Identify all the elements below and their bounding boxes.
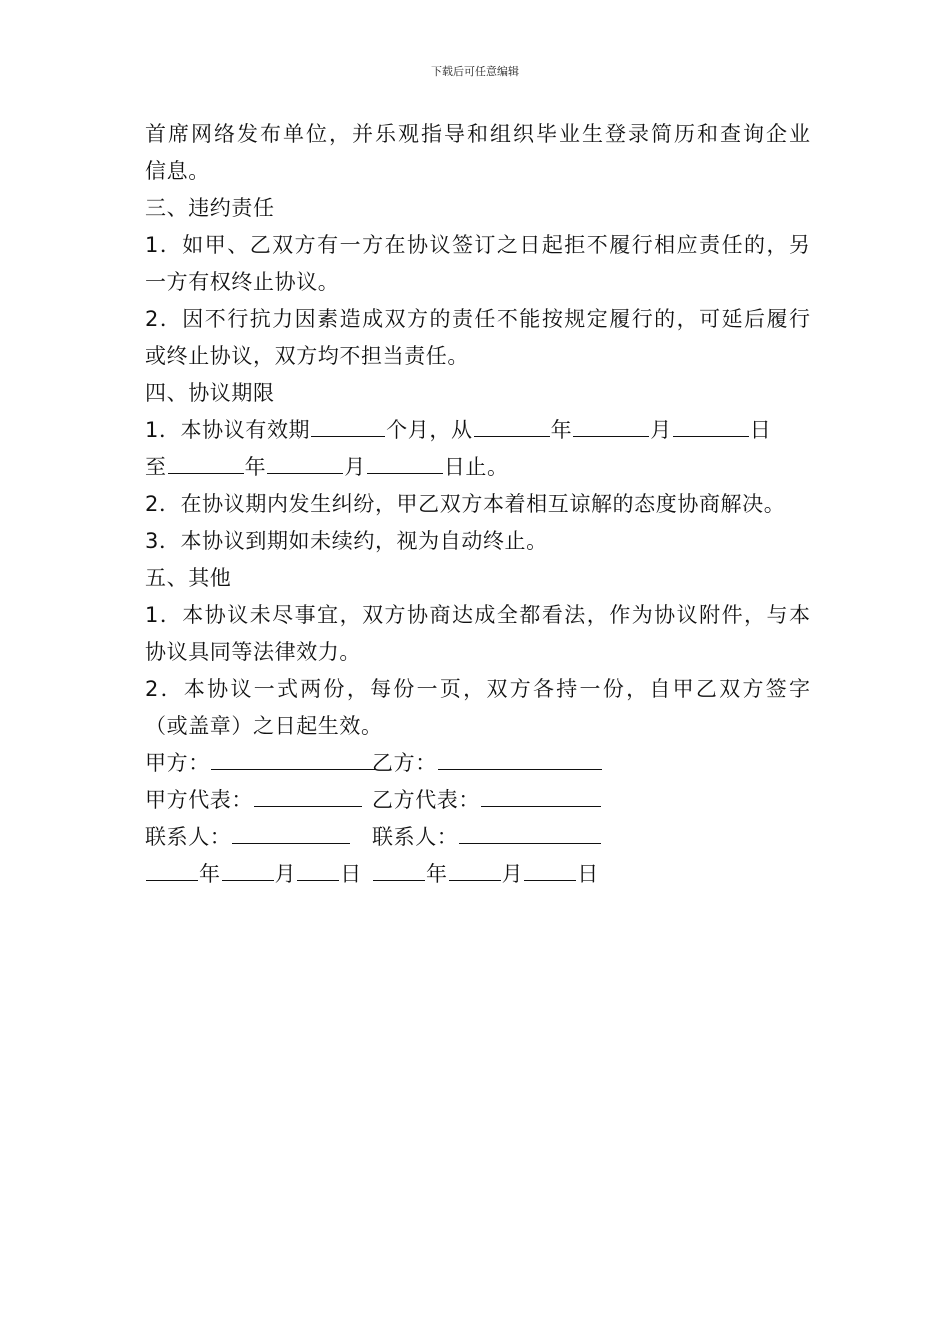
page-header: 下载后可任意编辑: [431, 65, 519, 78]
party-b-label: 乙方：: [372, 751, 437, 775]
start-month-blank[interactable]: [573, 414, 649, 437]
contact-a-label: 联系人：: [145, 825, 232, 849]
start-day-blank[interactable]: [673, 414, 749, 437]
contact-b-label: 联系人：: [372, 825, 459, 849]
term-text: 个月，从: [386, 418, 473, 442]
date-month-label: 月: [274, 862, 297, 886]
date-year-label: 年: [199, 862, 221, 886]
signature-date-b: [372, 856, 599, 893]
date-year-label: 年: [426, 862, 448, 886]
signature-row-date: [145, 856, 810, 893]
date-month-label: 月: [501, 862, 524, 886]
paragraph-line: 一方有权终止协议。: [145, 270, 340, 294]
date-day-label: 日: [577, 862, 599, 886]
signature-date-a: [145, 856, 372, 893]
term-text: 日: [749, 418, 772, 442]
party-a-blank[interactable]: [211, 747, 375, 770]
term-text: 年: [244, 455, 267, 479]
signature-party-b: [372, 745, 603, 782]
contact-b-blank[interactable]: [459, 821, 601, 844]
date-a-day-blank[interactable]: [297, 858, 339, 881]
paragraph-line: 3．本协议到期如未续约，视为自动终止。: [145, 529, 548, 553]
paragraph-line: 1．本协议未尽事宜，双方协商达成全都看法，作为协议附件，与本: [145, 603, 810, 627]
signature-row-party: [145, 745, 810, 782]
date-day-label: 日: [340, 862, 362, 886]
rep-b-label: 乙方代表：: [372, 788, 480, 812]
term-text: 1．本协议有效期: [145, 418, 311, 442]
term-text: 年: [550, 418, 573, 442]
paragraph-line: 1．如甲、乙双方有一方在协议签订之日起拒不履行相应责任的，另: [145, 233, 810, 257]
signature-contact-a: [145, 819, 372, 856]
term-text: 月: [650, 418, 672, 442]
section-title-term: 四、协议期限: [145, 381, 275, 405]
date-a-month-blank[interactable]: [222, 858, 274, 881]
term-text: 至: [145, 455, 167, 479]
end-month-blank[interactable]: [267, 451, 343, 474]
term-line-2: [145, 449, 810, 486]
paragraph-line: 首席网络发布单位，并乐观指导和组织毕业生登录简历和查询企业: [145, 122, 810, 146]
signature-row-rep: [145, 782, 810, 819]
start-year-blank[interactable]: [474, 414, 550, 437]
term-text: 日止。: [443, 455, 509, 479]
party-a-label: 甲方：: [145, 751, 210, 775]
rep-a-label: 甲方代表：: [145, 788, 253, 812]
paragraph-line: 协议具同等法律效力。: [145, 640, 361, 664]
paragraph-line: （或盖章）之日起生效。: [145, 714, 383, 738]
date-b-year-blank[interactable]: [373, 858, 425, 881]
paragraph-line: 2．本协议一式两份，每份一页，双方各持一份，自甲乙双方签字: [145, 677, 810, 701]
end-year-blank[interactable]: [168, 451, 244, 474]
end-day-blank[interactable]: [367, 451, 443, 474]
term-text: 月: [344, 455, 366, 479]
party-b-blank[interactable]: [438, 747, 602, 770]
date-a-year-blank[interactable]: [146, 858, 198, 881]
signature-row-contact: [145, 819, 810, 856]
section-title-other: 五、其他: [145, 566, 232, 590]
rep-b-blank[interactable]: [481, 784, 601, 807]
months-blank[interactable]: [311, 414, 385, 437]
signature-rep-b: [372, 782, 602, 819]
signature-party-a: [145, 745, 372, 782]
section-title-breach: 三、违约责任: [145, 196, 275, 220]
paragraph-line: 2．在协议期内发生纠纷，甲乙双方本着相互谅解的态度协商解决。: [145, 492, 786, 516]
signature-contact-b: [372, 819, 602, 856]
contact-a-blank[interactable]: [232, 821, 350, 844]
document-body: [145, 116, 810, 893]
paragraph-line: 或终止协议，双方均不担当责任。: [145, 344, 469, 368]
paragraph-line: 2．因不行抗力因素造成双方的责任不能按规定履行的，可延后履行: [145, 307, 810, 331]
signature-rep-a: [145, 782, 372, 819]
rep-a-blank[interactable]: [254, 784, 362, 807]
term-line-1: [145, 412, 810, 449]
date-b-month-blank[interactable]: [449, 858, 501, 881]
paragraph-line: 信息。: [145, 159, 210, 183]
date-b-day-blank[interactable]: [524, 858, 576, 881]
